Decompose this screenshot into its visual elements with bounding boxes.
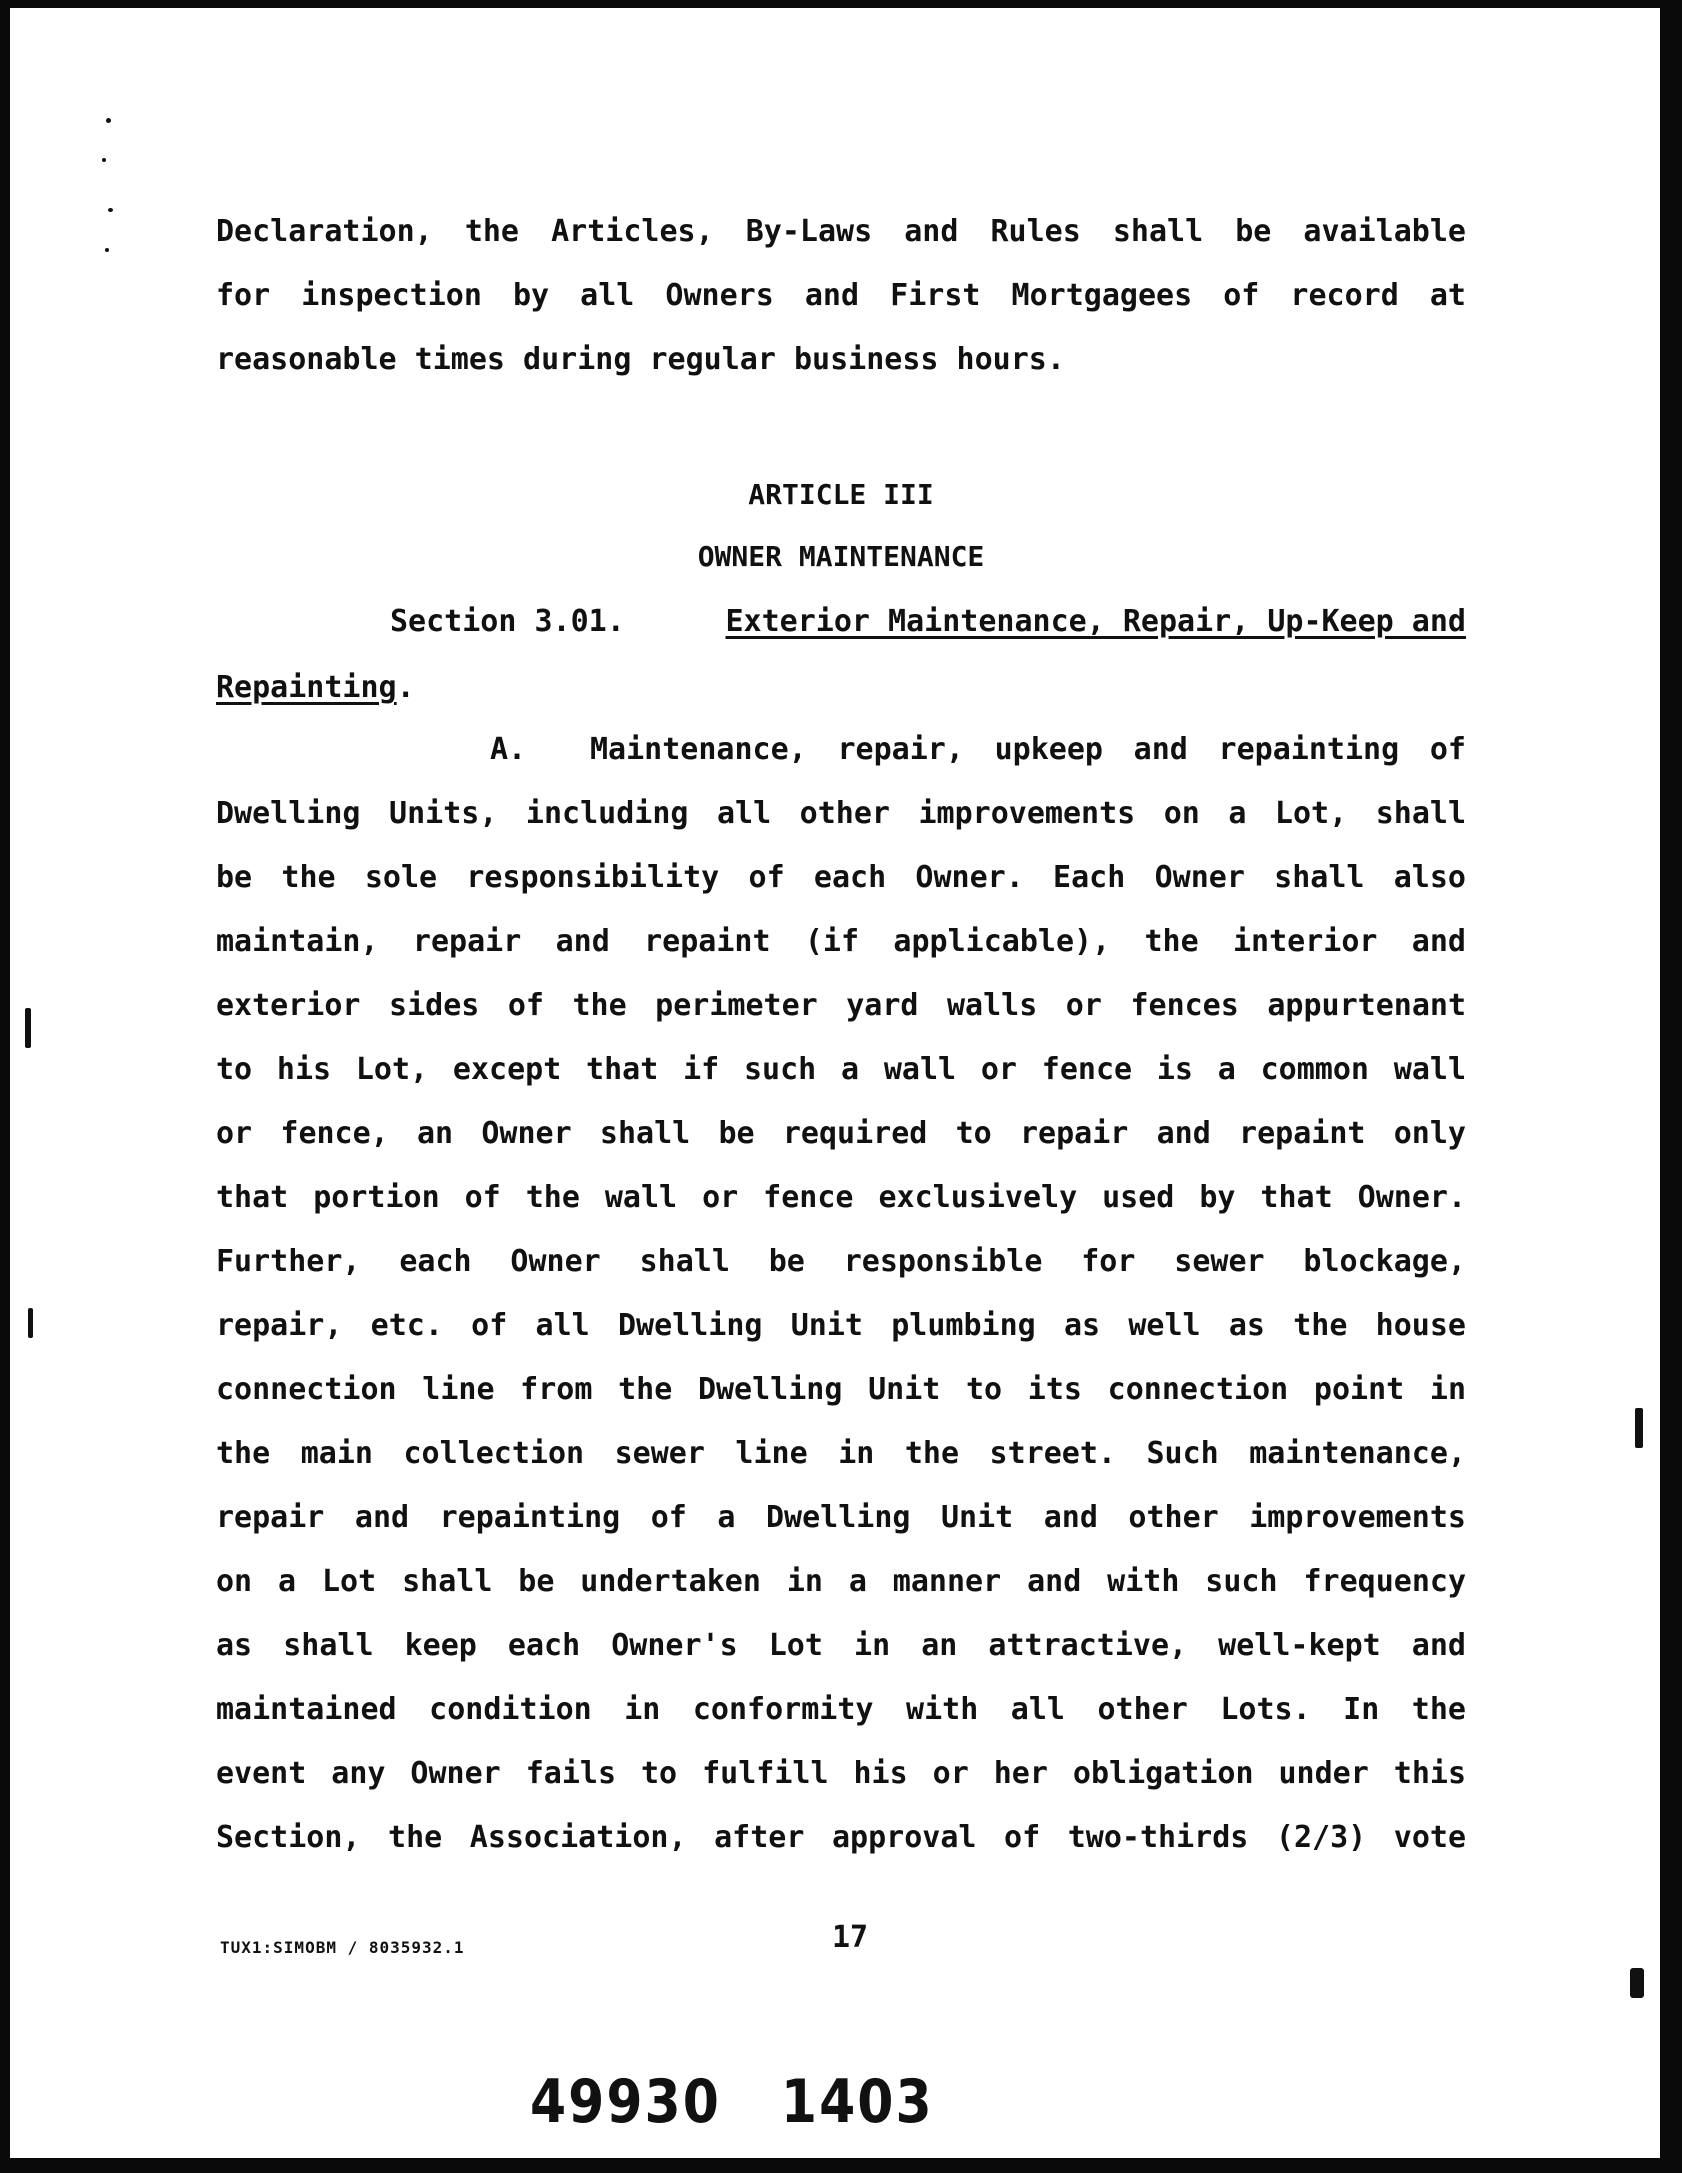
section-title-end: . <box>396 670 415 705</box>
body-line: maintain, repair and repaint (if applicable), the interior and <box>216 924 1466 959</box>
body-line: exterior sides of the perimeter yard walls or fences appurtenant <box>216 988 1466 1023</box>
article-heading: ARTICLE III <box>748 478 934 511</box>
body-line: maintained condition in conformity with all other Lots. In the <box>216 1692 1466 1727</box>
body-line: on a Lot shall be undertaken in a manner and with such frequency <box>216 1564 1466 1599</box>
footer-document-id: TUX1:SIMOBM / 8035932.1 <box>220 1938 465 1957</box>
paragraph-label: A. <box>490 732 527 767</box>
paragraph-a-first-line <box>490 732 1466 768</box>
section-number: Section 3.01. <box>390 604 625 639</box>
body-line: be the sole responsibility of each Owner. Each Owner shall also <box>216 860 1466 895</box>
section-title: Exterior Maintenance, Repair, Up-Keep and <box>725 604 1466 639</box>
body-line: that portion of the wall or fence exclusively used by that Owner. <box>216 1180 1466 1215</box>
body-line: the main collection sewer line in the street. Such maintenance, <box>216 1436 1466 1471</box>
body-line: Section, the Association, after approval of two-thirds (2/3) vote <box>216 1820 1466 1855</box>
body-line: event any Owner fails to fulfill his or her obligation under this <box>216 1756 1466 1791</box>
intro-line-3: reasonable times during regular business hours. <box>216 342 1065 377</box>
body-line: to his Lot, except that if such a wall or fence is a common wall <box>216 1052 1466 1087</box>
bates-stamp <box>530 2068 934 2137</box>
article-title: OWNER MAINTENANCE <box>697 540 985 573</box>
body-line: repair, etc. of all Dwelling Unit plumbing as well as the house <box>216 1308 1466 1343</box>
section-title-continued <box>216 670 1466 706</box>
stamp-left: 49930 <box>530 2068 721 2137</box>
body-line: connection line from the Dwelling Unit to its connection point in <box>216 1372 1466 1407</box>
body-line: Further, each Owner shall be responsible for sewer blockage, <box>216 1244 1466 1279</box>
body-line: or fence, an Owner shall be required to repair and repaint only <box>216 1116 1466 1151</box>
section-title-part2: Repainting <box>216 670 397 705</box>
body-line: as shall keep each Owner's Lot in an attractive, well-kept and <box>216 1628 1466 1663</box>
body-line: Dwelling Units, including all other improvements on a Lot, shall <box>216 796 1466 831</box>
body-line: repair and repainting of a Dwelling Unit and other improvements <box>216 1500 1466 1535</box>
stamp-right: 1403 <box>780 2068 934 2137</box>
intro-line-1: Declaration, the Articles, By-Laws and Rules shall be available <box>216 214 1466 249</box>
section-heading <box>390 604 1466 640</box>
intro-line-2: for inspection by all Owners and First Mortgagees of record at <box>216 278 1466 313</box>
paragraph-first-line: Maintenance, repair, upkeep and repainting of <box>590 732 1466 767</box>
document-page <box>10 8 1660 2158</box>
page-number: 17 <box>831 1920 869 1955</box>
